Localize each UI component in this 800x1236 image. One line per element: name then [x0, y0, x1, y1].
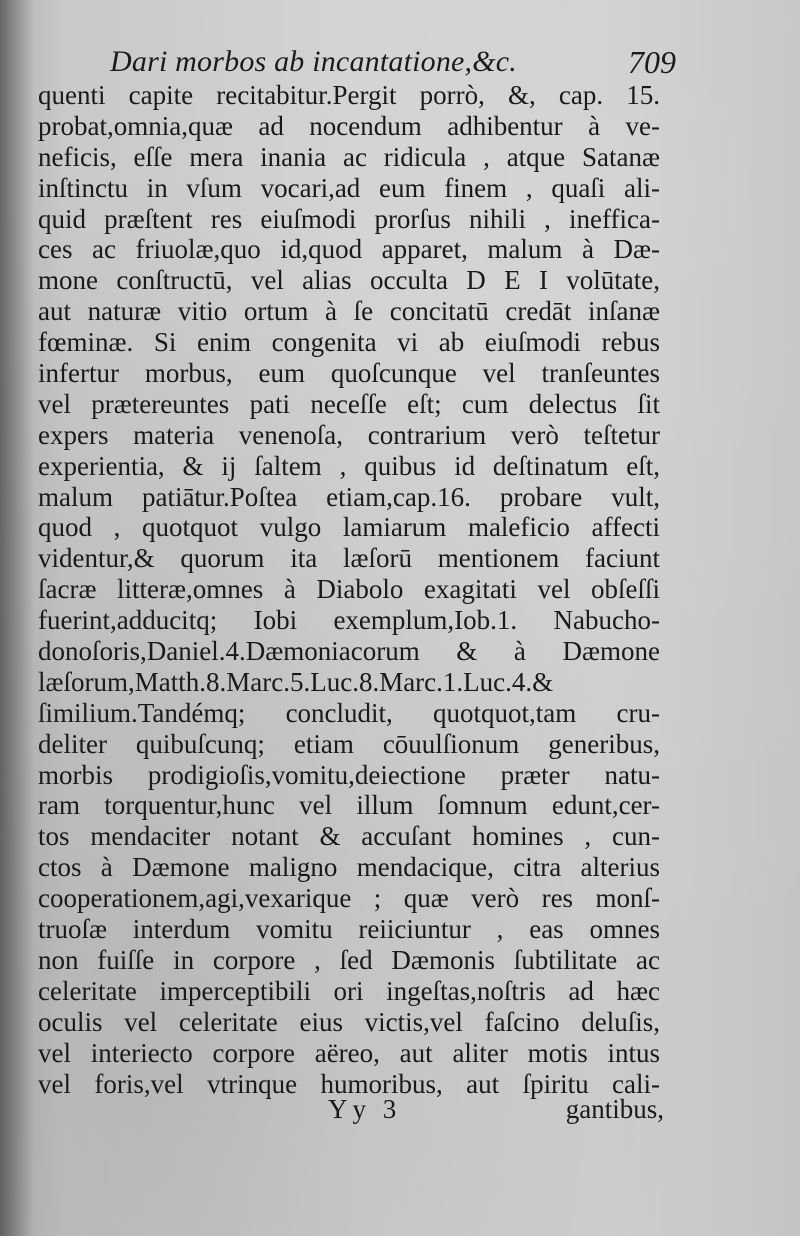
- text-line: deliter quibuſcunq; etiam cōuulſionum generibus,: [38, 728, 660, 759]
- text-line: ces ac friuolæ,quo id,quod apparet, malum à Dæ-: [38, 234, 660, 265]
- text-line: morbis prodigioſis,vomitu,deiectione præter natu-: [38, 759, 660, 790]
- text-line: non fuiſſe in corpore , ſed Dæmonis ſubtilitate ac: [38, 944, 660, 975]
- text-line: vel prætereuntes pati neceſſe eſt; cum delectus ſit: [38, 388, 660, 419]
- text-line: quid præſtent res eiuſmodi prorſus nihili , inefficа-: [38, 203, 660, 234]
- text-line: infertur morbus, eum quoſcunque vel tranſeuntes: [38, 358, 660, 389]
- text-line: quod , quotquot vulgo lamiarum maleficio affecti: [38, 512, 660, 543]
- text-line: mone conſtructū, vel alias occulta D E I volūtate,: [38, 265, 660, 296]
- page-footer: [38, 1092, 664, 1128]
- text-line: aut naturæ vitio ortum à ſe concitatū credāt inſanæ: [38, 296, 660, 327]
- text-line: fuerint,adducitq; Iobi exemplum,Iob.1. Nabucho-: [38, 605, 660, 636]
- text-line: vel interiecto corpore aëreo, aut aliter motis intus: [38, 1037, 660, 1068]
- text-line: truoſæ interdum vomitu reiiciuntur , eas omnes: [38, 914, 660, 945]
- text-line: inſtinctu in vſum vocari,ad eum finem , quaſi ali-: [38, 172, 660, 203]
- text-line: tos mendaciter notant & accuſant homines , cun-: [38, 821, 660, 852]
- text-line: probat,omnia,quæ ad nocendum adhibentur à ve-: [38, 110, 660, 141]
- running-title: Dari morbos ab incantatione,&c.: [110, 45, 518, 78]
- text-line: experientia, & ij ſaltem , quibus id deſtinatum eſt,: [38, 450, 660, 481]
- text-line: oculis vel celeritate eius victis,vel faſcino deluſis,: [38, 1006, 660, 1037]
- spine-shadow: [0, 0, 34, 1236]
- text-line: cooperationem,agi,vexarique ; quæ verò res monſ-: [38, 883, 660, 914]
- page-header: [110, 42, 676, 84]
- text-line: ſimilium.Tandémq; concludit, quotquot,tam cru-: [38, 697, 660, 728]
- body-text: [38, 80, 660, 1099]
- text-line: expers materia venenoſa, contrarium verò teſtetur: [38, 419, 660, 450]
- page-number: 709: [628, 44, 676, 80]
- text-line: celeritate imperceptibili ori ingeſtas,noſtris ad hæc: [38, 975, 660, 1006]
- text-line: ſacræ litteræ,omnes à Diabolo exagitati vel obſeſſi: [38, 574, 660, 605]
- text-line: ctos à Dæmone maligno mendacique, citra alterius: [38, 852, 660, 883]
- text-line: quenti capite recitabitur.Pergit porrò, &, cap. 15.: [38, 80, 660, 110]
- text-line: fœminæ. Si enim congenita vi ab eiuſmodi rebus: [38, 327, 660, 358]
- text-line: ram torquentur,hunc vel illum ſomnum edunt,cer-: [38, 790, 660, 821]
- signature-mark: Yy 3: [328, 1094, 402, 1124]
- text-line: neficis, eſſe mera inania ac ridicula , atque Satanæ: [38, 141, 660, 172]
- text-line: vel foris,vel vtrinque humoribus, aut ſpiritu cali-: [38, 1068, 660, 1099]
- text-line: læſorum,Matth.8.Marc.5.Luc.8.Marc.1.Luc.4.&: [38, 666, 554, 697]
- text-line: malum patiātur.Poſtea etiam,cap.16. probare vult,: [38, 481, 660, 512]
- text-line: videntur,& quorum ita læſorū mentionem faciunt: [38, 543, 660, 574]
- catchword: gantibus,: [565, 1094, 664, 1124]
- text-line: donoſoris,Daniel.4.Dæmoniacorum & à Dæmone: [38, 636, 660, 667]
